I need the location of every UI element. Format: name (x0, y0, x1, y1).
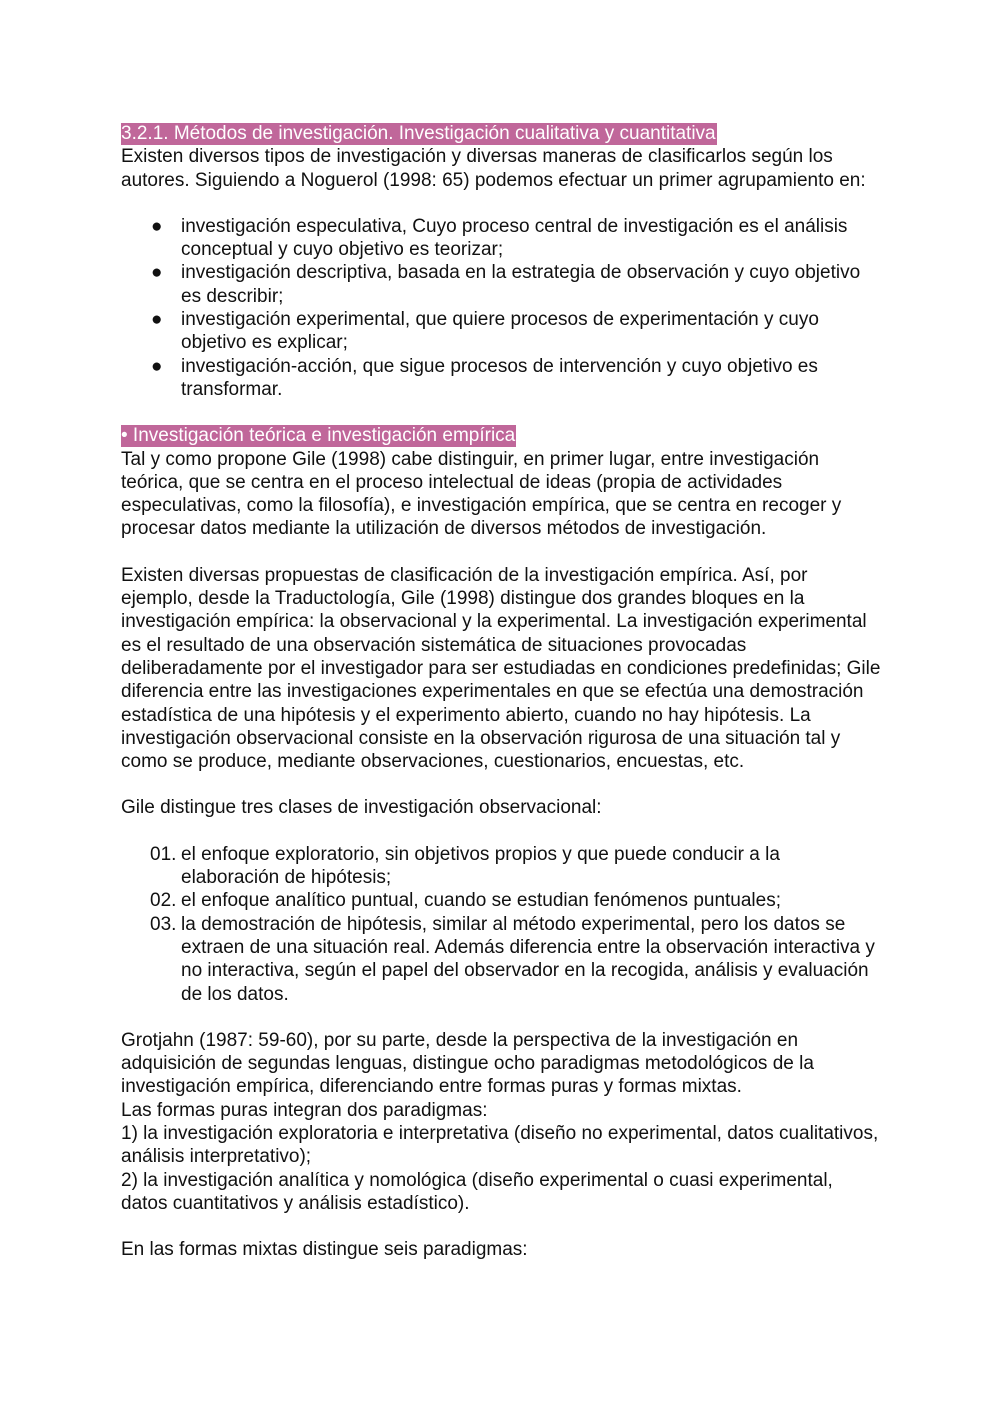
paragraph-pure-form-2: 2) la investigación analítica y nomológica (diseño experimental o cuasi experimental, datos cuantitativos y análisis estadístico). (121, 1169, 833, 1214)
paragraph-observational-classes: Gile distingue tres clases de investigación observacional: (121, 797, 602, 819)
list-item-text: investigación experimental, que quiere procesos de experimentación y cuyo objetivo es explicar; (181, 309, 819, 354)
list-item (121, 308, 881, 355)
list-item (121, 889, 881, 912)
list-item (121, 913, 881, 1006)
section-heading-theoretical-empirical (121, 424, 881, 447)
bullet-icon: ● (151, 262, 163, 284)
list-number: 01. (150, 843, 177, 865)
intro-paragraph: Existen diversos tipos de investigación y diversas maneras de clasificarlos según los autores. Siguiendo a Noguerol (1998: 65) podemos efectuar un primer agrupamiento en: (121, 146, 866, 191)
list-item (121, 215, 881, 262)
paragraph-classification: Existen diversas propuestas de clasificación de la investigación empírica. Así, por ejemplo, desde la Traductología, Gile (1998) distingue dos grandes bloques en la investigación empírica: la observacional y la experimental. La investigación experimental es el resultado de una observación sistemática de situaciones provocadas deliberadamente por el investigador para ser estudiadas en condiciones predefinidas; Gile diferencia entre las investigaciones experimentales en que se efectúa una demostración estadística de una hipótesis y el experimento abierto, cuando no hay hipótesis. La investigación observacional consiste en la observación rigurosa de una situación tal y como se produce, mediante observaciones, cuestionarios, encuestas, etc. (121, 564, 881, 773)
paragraph-pure-forms: Las formas puras integran dos paradigmas: (121, 1099, 488, 1121)
bullet-icon: ● (151, 309, 163, 331)
heading-highlight: • Investigación teórica e investigación empírica (121, 425, 516, 447)
bullet-list (121, 215, 881, 401)
list-item-text: la demostración de hipótesis, similar al método experimental, pero los datos se extraen de una situación real. Además diferencia entre la observación interactiva y no interactiva, según el papel del observador en la recogida, análisis y evaluación de los datos. (181, 913, 875, 1005)
list-number: 02. (150, 890, 177, 912)
bullet-icon: ● (151, 355, 163, 377)
section-heading-methods (121, 122, 881, 145)
list-item-text: investigación-acción, que sigue procesos de intervención y cuyo objetivo es transformar. (181, 355, 818, 400)
paragraph-theory: Tal y como propone Gile (1998) cabe distinguir, en primer lugar, entre investigación teórica, que se centra en el proceso intelectual de ideas (propia de actividades especulativas, como la filosofía), e investigación empírica, que se centra en recoger y procesar datos mediante la utilización de diversos métodos de investigación. (121, 448, 842, 540)
paragraph-mixed-forms: En las formas mixtas distingue seis paradigmas: (121, 1239, 528, 1261)
document-page (121, 122, 881, 1261)
paragraph-grotjahn: Grotjahn (1987: 59-60), por su parte, desde la perspectiva de la investigación en adquisición de segundas lenguas, distingue ocho paradigmas metodológicos de la investigación empírica, diferenciando entre formas puras y formas mixtas. (121, 1029, 814, 1098)
list-number: 03. (150, 913, 177, 935)
paragraph-pure-form-1: 1) la investigación exploratoria e interpretativa (diseño no experimental, datos cualitativos, análisis interpretativo); (121, 1122, 879, 1168)
list-item-text: el enfoque exploratorio, sin objetivos propios y que puede conducir a la elaboración de hipótesis; (181, 843, 780, 889)
numbered-list (121, 843, 881, 1006)
bullet-icon: ● (151, 215, 163, 237)
list-item (121, 843, 881, 890)
list-item (121, 355, 881, 402)
heading-highlight: 3.2.1. Métodos de investigación. Investigación cualitativa y cuantitativa (121, 123, 716, 144)
list-item-text: investigación especulativa, Cuyo proceso central de investigación es el análisis conceptual y cuyo objetivo es teorizar; (181, 215, 848, 261)
list-item-text: investigación descriptiva, basada en la estrategia de observación y cuyo objetivo es describir; (181, 262, 861, 307)
list-item-text: el enfoque analítico puntual, cuando se estudian fenómenos puntuales; (181, 890, 782, 912)
list-item (121, 261, 881, 308)
